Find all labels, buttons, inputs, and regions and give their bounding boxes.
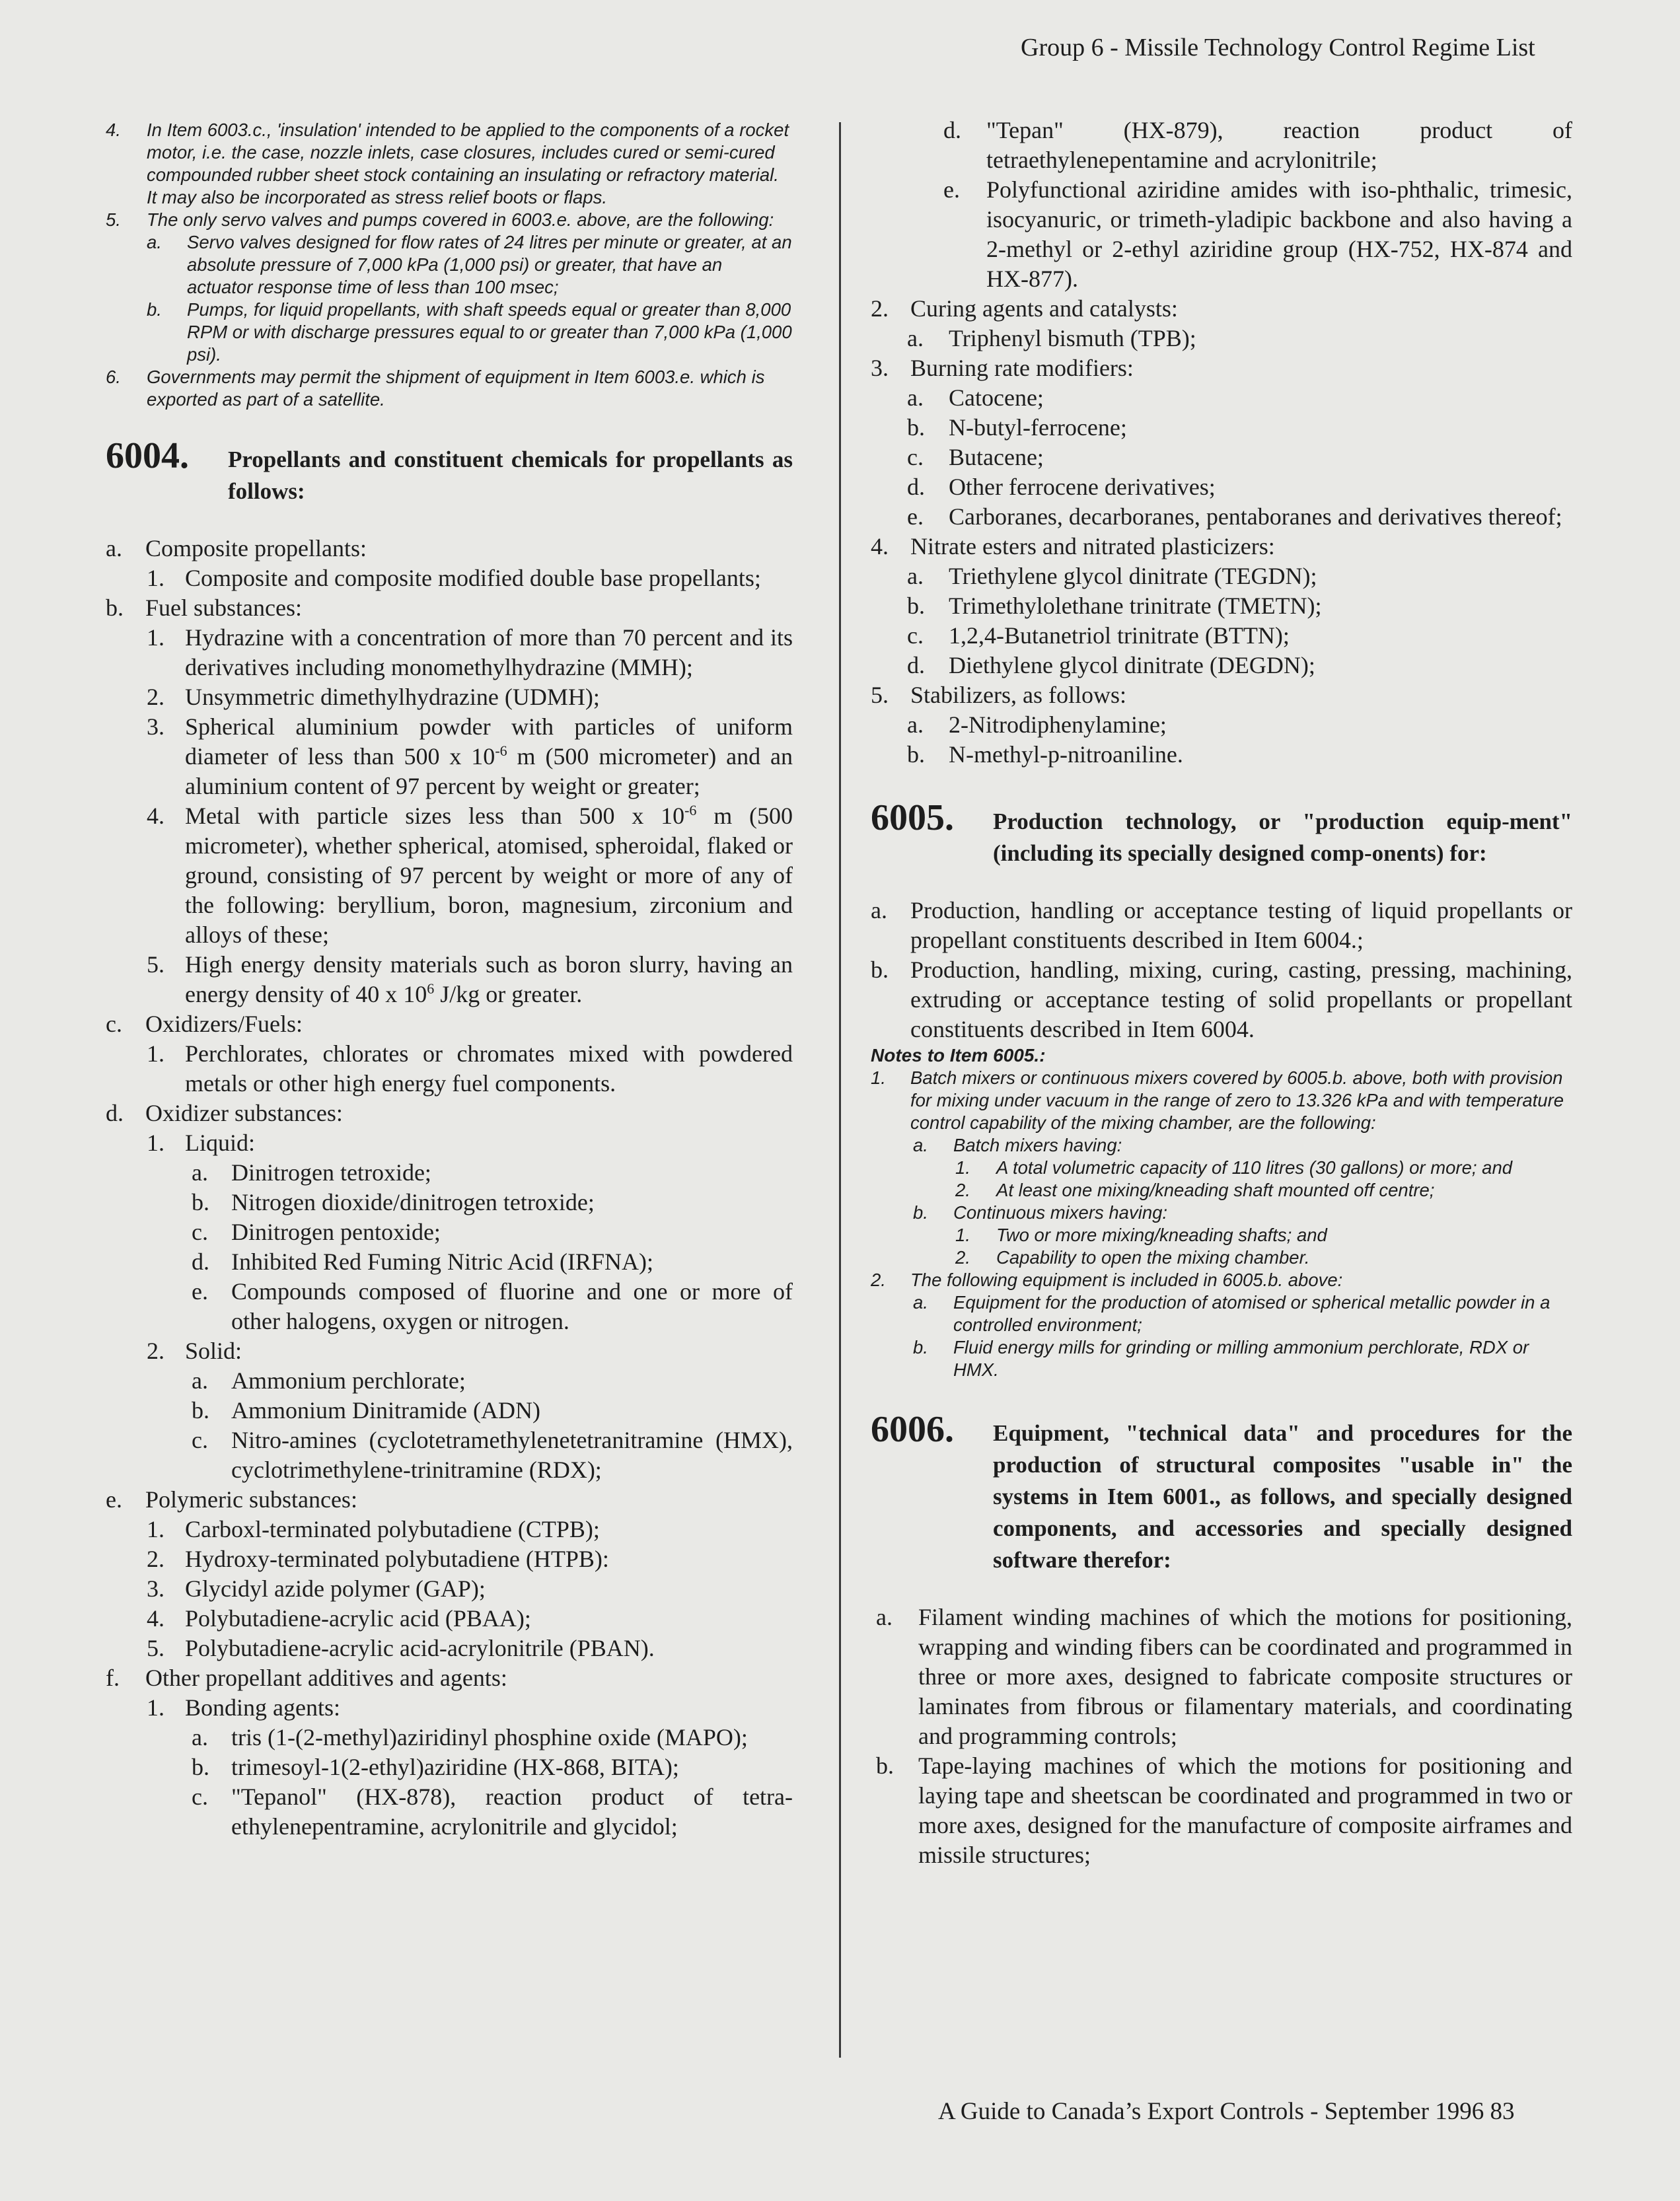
list-item: b. Fuel substances: xyxy=(106,595,302,621)
list-item: a. Composite propellants: xyxy=(106,535,367,561)
list-item: 1. Liquid: xyxy=(147,1130,255,1156)
section-6005-heading xyxy=(871,797,1572,869)
running-header: Group 6 - Missile Technology Control Regime List xyxy=(1021,34,1535,61)
list-item: a. Triethylene glycol dinitrate (TEGDN); xyxy=(907,563,1317,589)
list-item: a. Filament winding machines of which the motions for positioning, wrapping and winding fibers can be coordinated and programmed in three or more axes, designed to fabricate composite structures or laminates from fibrous or filamentary materials, and coordinating and programming controls; xyxy=(876,1604,1572,1749)
list-item: b. Trimethylolethane trinitrate (TMETN); xyxy=(907,593,1322,619)
list-item: c. "Tepanol" (HX-878), reaction product of tetra-ethylenepentramine, acrylonitrile and glycidol; xyxy=(192,1784,793,1840)
list-item: d. Other ferrocene derivatives; xyxy=(907,474,1216,500)
note-item: 1. A total volumetric capacity of 110 litres (30 gallons) or more; and xyxy=(955,1157,1513,1178)
note-item: b. Fluid energy mills for grinding or milling ammonium perchlorate, RDX or HMX. xyxy=(913,1337,1529,1380)
running-footer: A Guide to Canada’s Export Controls - September 1996 83 xyxy=(938,2098,1515,2125)
list-item: b. N-butyl-ferrocene; xyxy=(907,414,1127,441)
section-6006-heading xyxy=(871,1409,1572,1576)
list-item: a. Dinitrogen tetroxide; xyxy=(192,1159,431,1186)
section-number: 6004. xyxy=(106,435,189,476)
list-item: b. Nitrogen dioxide/dinitrogen tetroxide; xyxy=(192,1189,595,1215)
list-item: 4. Nitrate esters and nitrated plasticizers: xyxy=(871,533,1275,559)
note-item: b. Continuous mixers having: xyxy=(913,1202,1168,1223)
note-item: 6. Governments may permit the shipment of equipment in Item 6003.e. which is exported as part of a satellite. xyxy=(106,367,765,410)
list-item: 1. Hydrazine with a concentration of more than 70 percent and its derivatives including monomethylhydrazine (MMH); xyxy=(147,624,793,680)
column-divider xyxy=(839,122,841,2058)
list-item: 1. Carboxl-terminated polybutadiene (CTPB); xyxy=(147,1516,600,1542)
list-item: 4. Polybutadiene-acrylic acid (PBAA); xyxy=(147,1605,531,1632)
section-6004-heading xyxy=(106,435,793,507)
list-item: d. Oxidizer substances: xyxy=(106,1100,343,1126)
list-item: 4. Metal with particle sizes less than 500 x $10^{-6}$ m (500 micrometer), whether spherical, atomised, spheroidal, flaked or ground, consisting of 97 percent by weight or more of any of the following: beryllium, boron, magnesium, zirconium and alloys of these; xyxy=(147,802,793,948)
left-column xyxy=(106,119,793,1842)
list-item: d. Inhibited Red Fuming Nitric Acid (IRFNA); xyxy=(192,1248,653,1275)
list-item: a. Production, handling or acceptance testing of liquid propellants or propellant constituents described in Item 6004.; xyxy=(871,897,1572,953)
list-item: 3. Glycidyl azide polymer (GAP); xyxy=(147,1575,486,1602)
list-item: e. Polymeric substances: xyxy=(106,1486,357,1513)
list-item: d. Diethylene glycol dinitrate (DEGDN); xyxy=(907,652,1315,678)
list-item: c. Butacene; xyxy=(907,444,1044,470)
list-item: 1. Bonding agents: xyxy=(147,1694,340,1721)
section-number: 6005. xyxy=(871,797,954,838)
note-item: 2. At least one mixing/kneading shaft mounted off centre; xyxy=(955,1180,1435,1200)
note-item: 2. Capability to open the mixing chamber. xyxy=(955,1247,1310,1268)
list-item: c. Dinitrogen pentoxide; xyxy=(192,1219,441,1245)
section-title: Propellants and constituent chemicals for propellants as follows: xyxy=(228,447,793,504)
list-item: 2. Unsymmetric dimethylhydrazine (UDMH); xyxy=(147,684,600,710)
list-item: 2. Curing agents and catalysts: xyxy=(871,295,1178,322)
list-item: 3. Burning rate modifiers: xyxy=(871,355,1134,381)
list-item: b. Tape-laying machines of which the motions for positioning and laying tape and sheetscan be coordinated and programmed in two or more axes, designed for the manufacture of composite airframes and missile structures; xyxy=(876,1752,1572,1868)
list-item: 5. High energy density materials such as boron slurry, having an energy density of 40 x $10^6$ J/kg or greater. xyxy=(147,951,793,1007)
list-item: b. trimesoyl-1(2-ethyl)aziridine (HX-868, BITA); xyxy=(192,1754,679,1780)
note-item: a. Batch mixers having: xyxy=(913,1135,1122,1155)
list-item: 2. Solid: xyxy=(147,1338,242,1364)
list-item: e. Carboranes, decarboranes, pentaboranes and derivatives thereof; xyxy=(907,503,1562,530)
list-item: d. "Tepan" (HX-879), reaction product of tetraethylenepentamine and acrylonitrile; xyxy=(943,117,1572,173)
list-item: c. Oxidizers/Fuels: xyxy=(106,1011,303,1037)
list-item: c. Nitro-amines (cyclotetramethylenetetranitramine (HMX), cyclotrimethylene-trinitramine (RDX); xyxy=(192,1427,793,1483)
note-item: 4. In Item 6003.c., 'insulation' intended to be applied to the components of a rocket motor, i.e. the case, nozzle inlets, case closures, includes cured or semi-cured compounded rubber sheet stock containing an insulating or refractory material. It may also be incorporated as stress relief boots or flaps. xyxy=(106,120,789,207)
list-item: 3. Spherical aluminium powder with particles of uniform diameter of less than 500 x $10^{-6}$ m (500 micrometer) and an aluminium content of 97 percent by weight or greater; xyxy=(147,713,793,799)
note-item: 2. The following equipment is included in 6005.b. above: xyxy=(871,1270,1343,1290)
list-item: a. tris (1-(2-methyl)aziridinyl phosphine oxide (MAPO); xyxy=(192,1724,748,1750)
note-item: 1. Two or more mixing/kneading shafts; and xyxy=(955,1225,1327,1245)
list-item: b. N-methyl-p-nitroaniline. xyxy=(907,741,1183,768)
list-item: 1. Composite and composite modified double base propellants; xyxy=(147,565,761,591)
list-item: e. Polyfunctional aziridine amides with iso-phthalic, trimesic, isocyanuric, or trimeth-yladipic backbone and also having a 2-methyl or 2-ethyl aziridine group (HX-752, HX-874 and HX-877). xyxy=(943,176,1572,292)
list-item: 1. Perchlorates, chlorates or chromates mixed with powdered metals or other high energy fuel components. xyxy=(147,1040,793,1097)
list-item: a. Catocene; xyxy=(907,384,1044,411)
right-column xyxy=(871,116,1572,1870)
list-item: b. Production, handling, mixing, curing, casting, pressing, machining, extruding or acceptance testing of solid propellants or propellant constituents described in Item 6004. xyxy=(871,956,1572,1042)
note-item: a. Equipment for the production of atomised or spherical metallic powder in a controlled environment; xyxy=(913,1292,1551,1335)
note-item: b. Pumps, for liquid propellants, with shaft speeds equal or greater than 8,000 RPM or with discharge pressures equal to or greater than 7,000 kPa (1,000 psi). xyxy=(147,299,792,365)
note-item: 1. Batch mixers or continuous mixers covered by 6005.b. above, both with provision for mixing under vacuum in the range of zero to 13.326 kPa and with temperature control capability of the mixing chamber, are the following: xyxy=(871,1067,1564,1133)
list-item: a. 2-Nitrodiphenylamine; xyxy=(907,711,1167,738)
list-item: f. Other propellant additives and agents: xyxy=(106,1665,507,1691)
list-item: 5. Stabilizers, as follows: xyxy=(871,682,1126,708)
list-item: c. 1,2,4-Butanetriol trinitrate (BTTN); xyxy=(907,622,1290,649)
list-item: b. Ammonium Dinitramide (ADN) xyxy=(192,1397,540,1424)
section-title: Production technology, or "production equip-ment" (including its specially designed comp-onents) for: xyxy=(993,809,1572,866)
section-number: 6006. xyxy=(871,1409,954,1450)
list-item: 2. Hydroxy-terminated polybutadiene (HTPB): xyxy=(147,1546,609,1572)
note-item: a. Servo valves designed for flow rates of 24 litres per minute or greater, at an absolute pressure of 7,000 kPa (1,000 psi) or greater, that have an actuator response time of less than 100 msec; xyxy=(147,232,792,297)
list-item: e. Compounds composed of fluorine and one or more of other halogens, oxygen or nitrogen. xyxy=(192,1278,793,1334)
notes-heading: Notes to Item 6005.: xyxy=(871,1045,1046,1065)
list-item: a. Ammonium perchlorate; xyxy=(192,1367,466,1394)
note-item: 5. The only servo valves and pumps covered in 6003.e. above, are the following: xyxy=(106,209,774,230)
list-item: a. Triphenyl bismuth (TPB); xyxy=(907,325,1196,351)
list-item: 5. Polybutadiene-acrylic acid-acrylonitrile (PBAN). xyxy=(147,1635,655,1661)
section-title: Equipment, "technical data" and procedures for the production of structural composites "usable in" the systems in Item 6001., as follows, and specially designed components, and accessories and specially designed software therefor: xyxy=(993,1420,1572,1573)
